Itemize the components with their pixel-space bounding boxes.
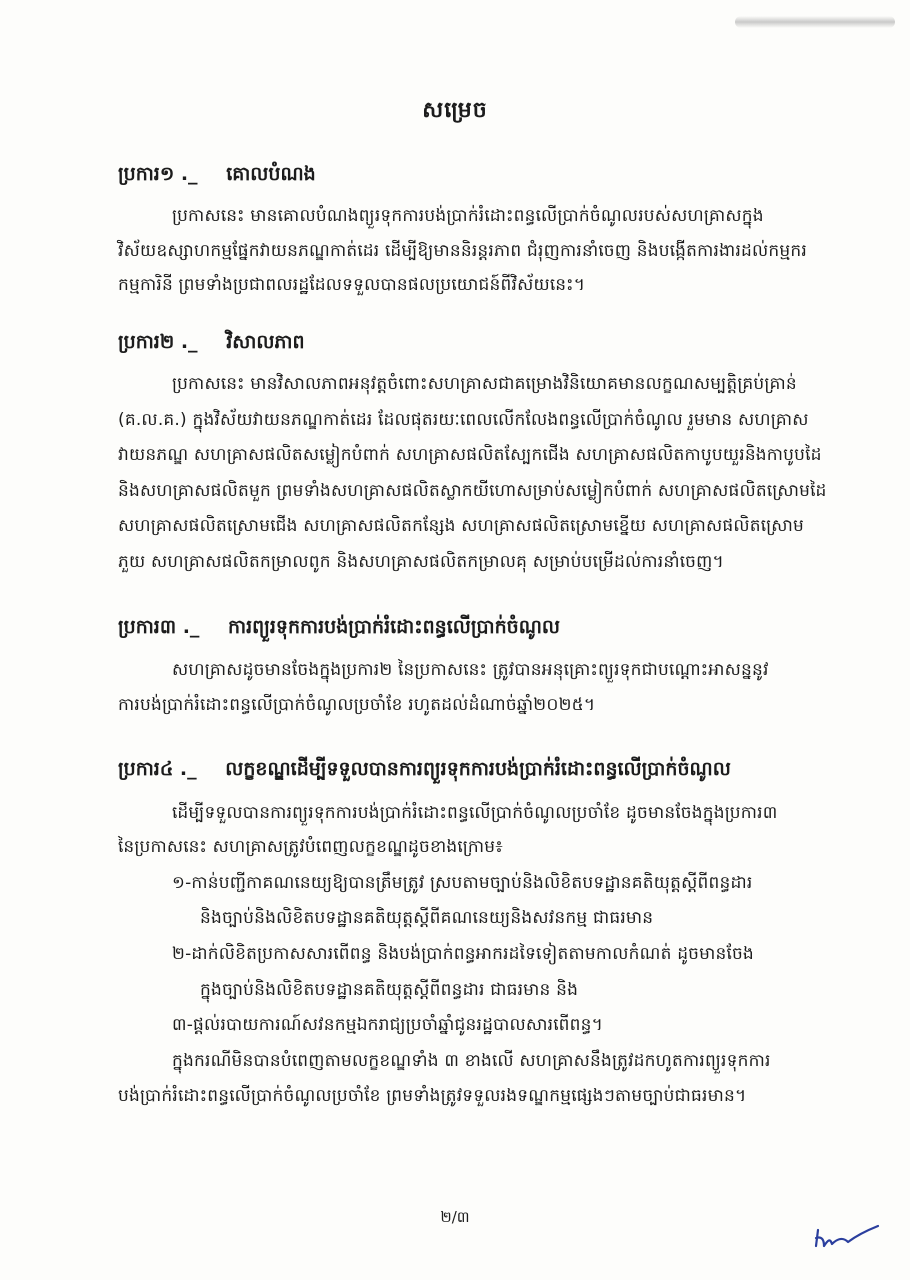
article-2-line: ប្រកាសនេះ មានវិសាលភាពអនុវត្តចំពោះសហគ្រាសជាគម្រោងវិនិយោគមានលក្ខណសម្បត្តិគ្រប់គ្រាន់ — [172, 374, 797, 394]
article-3-number: ប្រការ៣ ._ — [118, 616, 200, 638]
article-4-number: ប្រការ៤ ._ — [118, 758, 197, 780]
article-1-number: ប្រការ១ ._ — [118, 163, 198, 185]
condition-1-line: និងច្បាប់និងលិខិតបទដ្ឋានគតិយុត្តស្ដីពីគណនេយ្យនិងសវនកម្ម ជាធរមាន — [200, 908, 654, 928]
article-3-title: ការព្យួរទុកការបង់ប្រាក់រំដោះពន្ធលើប្រាក់ចំណូល — [228, 616, 560, 638]
article-2-line: វាយនភណ្ឌ សហគ្រាសផលិតសម្លៀកបំពាក់ សហគ្រាសផលិតស្បែកជើង សហគ្រាសផលិតកាបូបយួរនិងកាបូបដៃ — [118, 445, 822, 465]
article-4-line: នៃប្រកាសនេះ សហគ្រាសត្រូវបំពេញលក្ខខណ្ឌដូចខាងក្រោម៖ — [118, 837, 503, 857]
article-1-heading — [118, 162, 316, 190]
article-3-line: សហគ្រាសដូចមានចែងក្នុងប្រការ២ នៃប្រកាសនេះ ត្រូវបានអនុគ្រោះព្យួរទុកជាបណ្ដោះអាសន្ននូវ — [172, 660, 769, 680]
article-2-line: (គ.ល.គ.) ក្នុងវិស័យវាយនភណ្ឌកាត់ដេរ ដែលផុតរយៈពេលលើកលែងពន្ធលើប្រាក់ចំណូល រួមមាន សហគ្រាស — [118, 410, 809, 430]
page-number: ២/៣ — [440, 1208, 470, 1226]
article-4-line: ដើម្បីទទួលបានការព្យួរទុកការបង់ប្រាក់រំដោះពន្ធលើប្រាក់ចំណូលប្រចាំខែ ដូចមានចែងក្នុងប្រការ៣ — [172, 803, 778, 823]
article-1-title: គោលបំណង — [226, 163, 316, 185]
article-4-heading — [118, 757, 731, 785]
article-3-heading — [118, 615, 560, 643]
handwritten-signature — [812, 1222, 882, 1252]
document-title: សម្រេច — [422, 98, 488, 123]
condition-1-line: ១-កាន់បញ្ជីកាគណនេយ្យឱ្យបានត្រឹមត្រូវ ស្របតាមច្បាប់និងលិខិតបទដ្ឋានគតិយុត្តស្ដីពីពន្ធដារ — [172, 873, 753, 893]
condition-2-line: ២-ដាក់លិខិតប្រកាសសារពើពន្ធ និងបង់ប្រាក់ពន្ធអាករដទៃទៀតតាមកាលកំណត់ ដូចមានចែង — [172, 944, 754, 964]
condition-3-line: ៣-ផ្ដល់របាយការណ៍សវនកម្មឯករាជ្យប្រចាំឆ្នាំជូនរដ្ឋបាលសារពើពន្ធ។ — [172, 1015, 604, 1035]
article-4-title: លក្ខខណ្ឌដើម្បីទទួលបានការព្យួរទុកការបង់ប្រាក់រំដោះពន្ធលើប្រាក់ចំណូល — [225, 758, 731, 780]
article-1-line: កម្មការិនី ព្រមទាំងប្រជាពលរដ្ឋដែលទទួលបានផលប្រយោជន៍ពីវិស័យនេះ។ — [118, 275, 586, 295]
article-1-line: វិស័យឧស្សាហកម្មផ្នែកវាយនភណ្ឌកាត់ដេរ ដើម្បីឱ្យមាននិរន្តរភាព ជំរុញការនាំចេញ និងបង្កើតការងារដល់កម្មករ — [118, 241, 807, 261]
article-4-line: ក្នុងករណីមិនបានបំពេញតាមលក្ខខណ្ឌទាំង ៣ ខាងលើ សហគ្រាសនឹងត្រូវដកហូតការព្យួរទុកការ — [172, 1051, 771, 1071]
article-4-line: បង់ប្រាក់រំដោះពន្ធលើប្រាក់ចំណូលប្រចាំខែ ព្រមទាំងត្រូវទទួលរងទណ្ឌកម្មផ្សេងៗតាមច្បាប់ជាធរមាន។ — [118, 1086, 747, 1106]
condition-2-line: ក្នុងច្បាប់និងលិខិតបទដ្ឋានគតិយុត្តស្ដីពីពន្ធដារ ជាធរមាន និង — [200, 980, 579, 1000]
article-2-line: និងសហគ្រាសផលិតមួក ព្រមទាំងសហគ្រាសផលិតស្លាកយីហោសម្រាប់សម្លៀកបំពាក់ សហគ្រាសផលិតស្រោមដៃ — [118, 481, 827, 501]
article-1-line: ប្រកាសនេះ មានគោលបំណងព្យួរទុកការបង់ប្រាក់រំដោះពន្ធលើប្រាក់ចំណូលរបស់សហគ្រាសក្នុង — [172, 206, 764, 226]
article-2-line: ភួយ សហគ្រាសផលិតកម្រាលពូក និងសហគ្រាសផលិតកម្រាលគុ សម្រាប់បម្រើដល់ការនាំចេញ។ — [118, 552, 724, 572]
article-2-title: វិសាលភាព — [226, 331, 305, 353]
article-2-heading — [118, 330, 305, 358]
scan-shadow — [735, 16, 895, 28]
article-2-line: សហគ្រាសផលិតស្រោមជើង សហគ្រាសផលិតកន្សែង សហគ្រាសផលិតស្រោមខ្នើយ សហគ្រាសផលិតស្រោម — [118, 516, 805, 536]
article-3-line: ការបង់ប្រាក់រំដោះពន្ធលើប្រាក់ចំណូលប្រចាំខែ រហូតដល់ដំណាច់ឆ្នាំ២០២៥។ — [118, 695, 596, 715]
article-2-number: ប្រការ២ ._ — [118, 331, 198, 353]
